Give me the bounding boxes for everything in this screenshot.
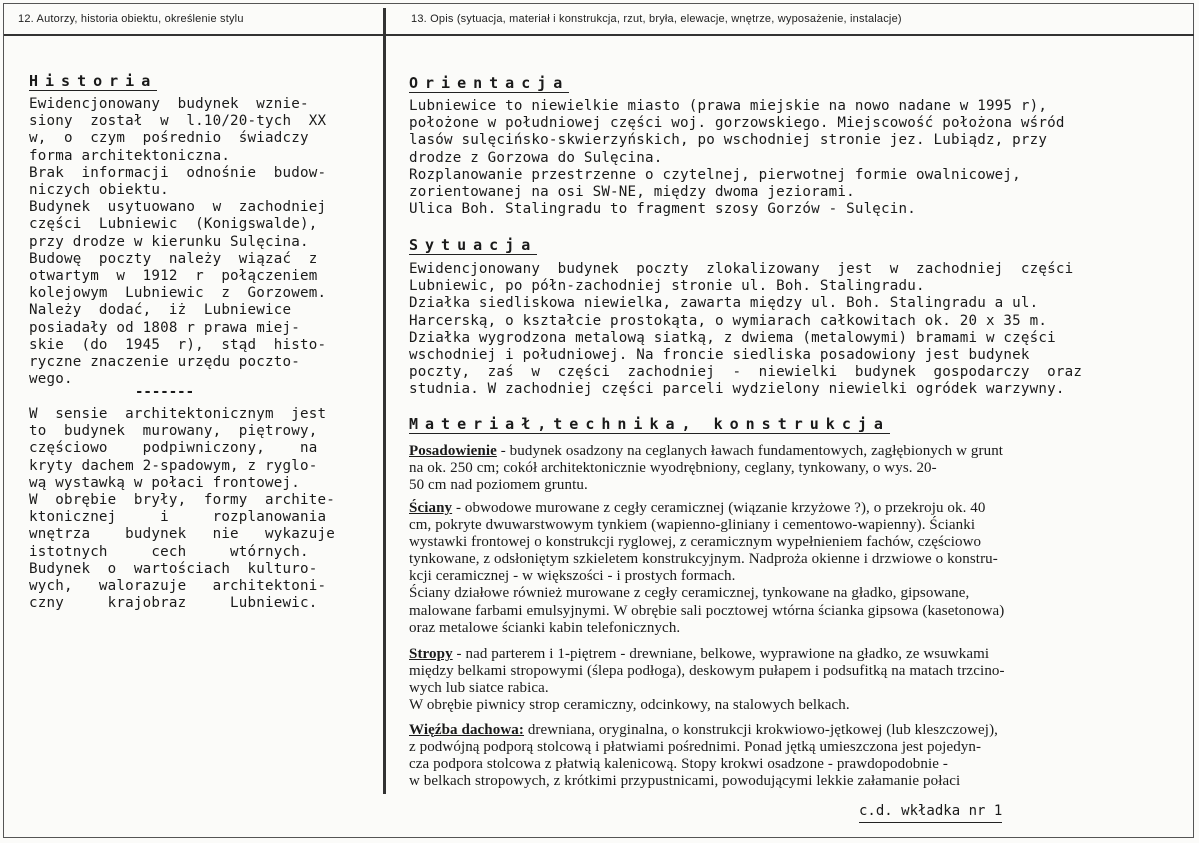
text-line: Działka wygrodzona metalową siatką, z dwiema (metalowymi) bramami w części (409, 329, 1056, 346)
text-line: istotnych cech wtórnych. (29, 543, 309, 560)
text-line: części Lubniewic (Konigswalde), (29, 216, 318, 233)
text-line: Ulica Boh. Stalingradu to fragment szosy Gorzów - Sulęcin. (409, 201, 917, 218)
text-line: Harcerską, o kształcie prostokąta, o wymiarach całkowitach ok. 20 x 35 m. (409, 312, 1048, 329)
text-line: wych, walorazuje architektoni- (29, 578, 327, 595)
text-line: wnętrza budynek nie wykazuje (29, 526, 335, 543)
text-line: częściowo podpiwniczony, na (29, 440, 318, 457)
text-line: kolejowym Lubniewic z Gorzowem. (29, 285, 327, 302)
text-line: na ok. 250 cm; cokół architektonicznie wyodrębniony, ceglany, tynkowany, o wys. 20- (409, 460, 937, 477)
text-line: położone w południowej części woj. gorzowskiego. Miejscowość położona wśród (409, 115, 1065, 132)
sytuacja-heading: Sytuacja (409, 236, 538, 254)
text-line: otwartym w 1912 r połączeniem (29, 268, 318, 285)
historia-paragraph-2 (29, 406, 335, 612)
text-line: wystawki frontowej o konstrukcji ryglowej, z ceramicznym wypełnieniem fachów, częściowo (409, 534, 982, 551)
text-line: forma architektoniczna. (29, 147, 231, 164)
wiezba-paragraph (409, 722, 998, 790)
text-line: Lubniewice to niewielkie miasto (prawa miejskie na nowo nadane w 1995 r), (409, 98, 1048, 114)
text-line: siony został w l.10/20-tych XX (29, 113, 327, 130)
posadowienie-paragraph (409, 443, 1003, 494)
text-line: w belkach stropowych, z krótkimi przypustnicami, powodującymi lekkie załamanie połaci (409, 773, 961, 790)
text-line: W obrębie bryły, formy archite- (29, 492, 335, 509)
material-heading: Materiał,technika, konstrukcja (409, 415, 890, 433)
text-line: skie (do 1945 r), stąd histo- (29, 336, 327, 353)
sciany-paragraph (409, 500, 1004, 637)
section-12-header: 12. Autorzy, historia obiektu, określenie stylu (18, 13, 244, 25)
text-line: cm, pokryte dwuwarstwowym tynkiem (wapienno-gliniany i cementowo-wapienny). Ścianki (409, 517, 976, 534)
text-line: posiadały od 1808 r prawa miej- (29, 319, 300, 336)
column-divider (383, 8, 386, 794)
text-line: W sensie architektonicznym jest (29, 406, 327, 422)
text-line: kryty dachem 2-spadowym, z ryglo- (29, 457, 318, 474)
text-line: wego. (29, 371, 73, 388)
continuation-note: c.d. wkładka nr 1 (859, 803, 1002, 823)
text-line: Budynek usytuowano w zachodniej (29, 199, 327, 216)
text-line: ryczne znaczenie urzędu poczto- (29, 354, 300, 371)
historia-heading: Historia (29, 72, 158, 90)
text-line: Brak informacji odnośnie budow- (29, 164, 327, 181)
text-line: Ściany działowe również murowane z cegły ceramicznej, tynkowane na gładko, gipsowane, (409, 585, 970, 602)
text-line: ktonicznej i rozplanowania (29, 509, 327, 526)
text-line: to budynek murowany, piętrowy, (29, 423, 318, 440)
wiezba-label: Więźba dachowa: (409, 722, 524, 738)
text-line: - obwodowe murowane z cegły ceramicznej (wiązanie krzyżowe ?), o przekroju ok. 40 (452, 500, 986, 516)
text-line: drodze z Gorzowa do Sulęcina. (409, 149, 663, 166)
text-line: Budynek o wartościach kulturo- (29, 560, 318, 577)
text-line: wych lub siatce rabica. (409, 680, 549, 697)
text-line: Ewidencjonowany budynek poczty zlokalizowany jest w zachodniej części (409, 261, 1074, 277)
text-line: oraz metalowe ścianki kabin telefonicznych. (409, 619, 681, 636)
text-line: cza podpora stolcowa z płatwią kalenicową. Stopy krokwi osadzone - prawdopodobnie - (409, 756, 948, 773)
text-line: czny krajobraz Lubniewic. (29, 595, 318, 612)
posadowienie-label: Posadowienie (409, 443, 497, 459)
section-13-header: 13. Opis (sytuacja, materiał i konstrukcja, rzut, bryła, elewacje, wnętrze, wyposażenie, instalacje) (411, 13, 902, 25)
orientacja-paragraph (409, 98, 1065, 218)
header-rule (4, 34, 1194, 36)
text-line: Budowę poczty należy wiązać z (29, 250, 318, 267)
text-line: malowane farbami emulsyjnymi. W obrębie sali pocztowej wtórna ścianka gipsowa (kasetonowa) (409, 602, 1005, 619)
text-line: w, o czym pośrednio świadczy (29, 130, 309, 147)
text-line: kcji ceramicznej - w większości - i prostych formach. (409, 568, 736, 585)
text-line: - nad parterem i 1-piętrem - drewniane, belkowe, wyprawione na gładko, ze wsuwkami (452, 646, 990, 662)
text-line: W obrębie piwnicy strop ceramiczny, odcinkowy, na stalowych belkach. (409, 697, 850, 714)
text-line: - budynek osadzony na ceglanych ławach fundamentowych, zagłębionych w grunt (496, 443, 1004, 459)
text-line: wschodniej i południowej. Na froncie siedliska posadowiony jest budynek (409, 347, 1030, 364)
text-line: Ewidencjonowany budynek wznie- (29, 96, 309, 112)
text-line: Należy dodać, iż Lubniewice (29, 302, 292, 319)
text-line: poczty, zaś w części zachodniej - niewielki budynek gospodarczy oraz (409, 364, 1083, 381)
stropy-label: Stropy (409, 646, 453, 662)
text-line: studnia. W zachodniej części parceli wydzielony niewielki ogródek warzywny. (409, 381, 1065, 398)
text-line: między belkami stropowymi (ślepa podłoga), deskowym pułapem i podsufitką na matach trzcino- (409, 663, 1005, 680)
sciany-label: Ściany (409, 500, 453, 516)
text-line: lasów sulęcińsko-skwierzyńskich, po wschodniej stronie jez. Lubiądz, przy (409, 132, 1048, 149)
section-separator: ------- (135, 384, 195, 400)
historia-paragraph-1 (29, 96, 326, 388)
text-line: Działka siedliskowa niewielka, zawarta między ul. Boh. Stalingradu a ul. (409, 295, 1039, 312)
sytuacja-paragraph (409, 261, 1082, 399)
text-line: przy drodze w kierunku Sulęcina. (29, 233, 309, 250)
text-line: Lubniewic, po półn-zachodniej stronie ul. Boh. Stalingradu. (409, 278, 925, 295)
text-line: drewniana, oryginalna, o konstrukcji krokwiowo-jętkowej (lub kleszczowej), (523, 722, 999, 738)
text-line: tynkowane, z odsłoniętym szkieletem konstrukcyjnym. Nadproża okienne i drzwiowe o konstru- (409, 551, 998, 568)
text-line: niczych obiektu. (29, 182, 169, 199)
text-line: z podwójną podporą stolcową i płatwiami pośrednimi. Ponad jętką umieszczona jest pojedyn- (409, 739, 982, 756)
text-line: 50 cm nad poziomem gruntu. (409, 477, 588, 494)
text-line: zorientowanej na osi SW-NE, między dwoma jeziorami. (409, 184, 855, 201)
stropy-paragraph (409, 646, 1005, 714)
text-line: Rozplanowanie przestrzenne o czytelnej, pierwotnej formie owalnicowej, (409, 166, 1021, 183)
text-line: wą wystawką w połaci frontowej. (29, 474, 300, 491)
orientacja-heading: Orientacja (409, 74, 570, 92)
